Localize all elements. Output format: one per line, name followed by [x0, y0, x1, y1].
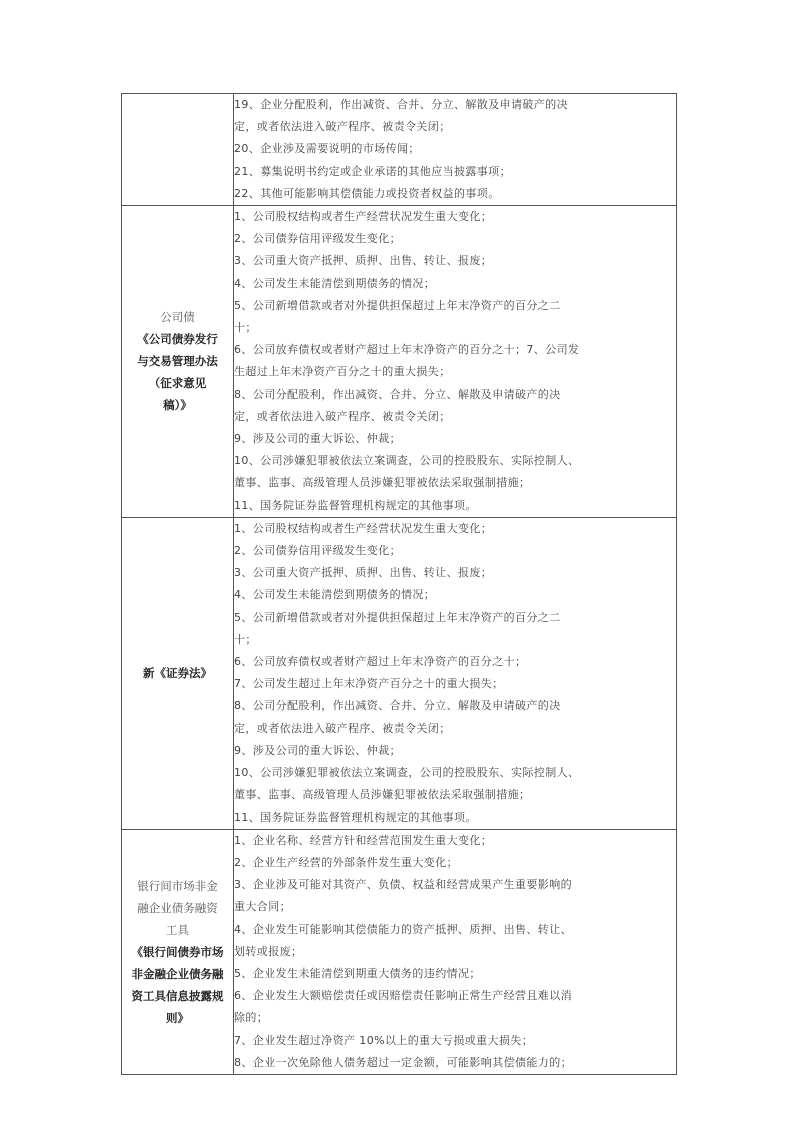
table-row — [122, 829, 677, 1074]
list-item: 十； — [234, 632, 257, 646]
table-row — [122, 206, 677, 518]
row-label-line: 《公司债券发行 — [137, 332, 218, 347]
list-item: 6、公司放弃债权或者财产超过上年末净资产的百分之十； — [234, 655, 527, 669]
list-item: 重大合同； — [234, 900, 291, 914]
list-item: 6、企业发生大额赔偿责任或因赔偿责任影响正常生产经营且难以消 — [234, 989, 572, 1003]
list-item: 4、公司发生未能清偿到期债务的情况； — [234, 276, 436, 290]
list-item: 21、募集说明书约定或企业承诺的其他应当披露事项； — [234, 164, 511, 178]
table-row — [122, 517, 677, 829]
list-item: 2、企业生产经营的外部条件发生重大变化； — [234, 855, 458, 869]
row-label-line: 非金融企业债务融 — [131, 966, 224, 981]
row-content-cell — [234, 206, 677, 518]
list-item: 4、公司发生未能清偿到期债务的情况； — [234, 588, 436, 602]
row-label-cell — [122, 206, 234, 518]
list-item: 8、公司分配股利，作出减资、合并、分立、解散及申请破产的决 — [234, 699, 561, 713]
list-item: 6、公司放弃债权或者财产超过上年末净资产的百分之十；7、公司发 — [234, 343, 580, 357]
list-item: 定，或者依法进入破产程序、被责令关闭； — [234, 721, 451, 735]
list-item: 8、公司分配股利，作出减资、合并、分立、解散及申请破产的决 — [234, 387, 561, 401]
row-label-cell — [122, 517, 234, 829]
row-label-line: 资工具信息披露规 — [131, 988, 224, 1003]
row-label-line: 稿）》 — [163, 398, 192, 413]
row-content-cell — [234, 94, 677, 206]
row-label-line: 工具 — [166, 922, 189, 937]
list-item: 4、企业发生可能影响其偿债能力的资产抵押、质押、出售、转让、 — [234, 922, 572, 936]
disclosure-table — [121, 93, 677, 1075]
list-item: 20、企业涉及需要说明的市场传闻； — [234, 142, 420, 156]
row-content-cell — [234, 517, 677, 829]
list-item: 1、公司股权结构或者生产经营状况发生重大变化； — [234, 210, 493, 224]
list-item: 定，或者依法进入破产程序、被责令关闭； — [234, 409, 451, 423]
row-label-line: 《银行间债券市场 — [131, 944, 224, 959]
list-item: 11、国务院证券监督管理机构规定的其他事项。 — [234, 810, 477, 824]
list-item: 11、国务院证券监督管理机构规定的其他事项。 — [234, 498, 477, 512]
list-item: 2、公司债券信用评级发生变化； — [234, 232, 401, 246]
list-item: 10、公司涉嫌犯罪被依法立案调查，公司的控股股东、实际控制人、 — [234, 454, 580, 468]
list-item: 5、企业发生未能清偿到期重大债务的违约情况； — [234, 966, 481, 980]
row-label-cell — [122, 829, 234, 1074]
list-item: 7、公司发生超过上年末净资产百分之十的重大损失； — [234, 677, 504, 691]
list-item: 十； — [234, 321, 257, 335]
table-row — [122, 94, 677, 206]
list-item: 1、企业名称、经营方针和经营范围发生重大变化； — [234, 833, 493, 847]
list-item: 19、企业分配股利，作出减资、合并、分立、解散及申请破产的决 — [234, 98, 568, 111]
list-item: 8、企业一次免除他人债务超过一定金额，可能影响其偿债能力的； — [234, 1055, 572, 1069]
row-label-line: 与交易管理办法 — [137, 354, 218, 369]
list-item: 除的； — [234, 1011, 269, 1025]
row-label-line: （征求意见 — [148, 376, 207, 391]
list-item: 10、公司涉嫌犯罪被依法立案调查，公司的控股股东、实际控制人、 — [234, 766, 580, 780]
list-item: 3、公司重大资产抵押、质押、出售、转让、报废； — [234, 254, 493, 268]
list-item: 9、涉及公司的重大诉讼、仲裁； — [234, 743, 401, 757]
row-label-line: 则》 — [166, 1010, 189, 1025]
list-item: 1、公司股权结构或者生产经营状况发生重大变化； — [234, 521, 493, 535]
list-item: 2、公司债券信用评级发生变化； — [234, 544, 401, 558]
list-item: 3、公司重大资产抵押、质押、出售、转让、报废； — [234, 566, 493, 580]
list-item: 9、涉及公司的重大诉讼、仲裁； — [234, 432, 401, 446]
list-item: 划转或报废； — [234, 944, 303, 958]
row-label-line: 银行间市场非金 — [137, 878, 218, 893]
list-item: 生超过上年末净资产百分之十的重大损失； — [234, 365, 451, 379]
list-item: 董事、监事、高级管理人员涉嫌犯罪被依法采取强制措施； — [234, 476, 531, 490]
list-item: 董事、监事、高级管理人员涉嫌犯罪被依法采取强制措施； — [234, 788, 531, 802]
list-item: 5、公司新增借款或者对外提供担保超过上年末净资产的百分之二 — [234, 610, 561, 624]
list-item: 3、企业涉及可能对其资产、负债、权益和经营成果产生重要影响的 — [234, 878, 572, 892]
list-item: 定，或者依法进入破产程序、被责令关闭； — [234, 120, 451, 134]
row-label-line: 新《证券法》 — [143, 666, 212, 681]
row-label-cell — [122, 94, 234, 206]
row-content-cell — [234, 829, 677, 1074]
row-label-line: 公司债 — [160, 310, 195, 325]
list-item: 7、企业发生超过净资产 10%以上的重大亏损或重大损失； — [234, 1033, 534, 1047]
row-label-line: 融企业债务融资 — [137, 900, 218, 915]
list-item: 5、公司新增借款或者对外提供担保超过上年末净资产的百分之二 — [234, 298, 561, 312]
list-item: 22、其他可能影响其偿债能力或投资者权益的事项。 — [234, 186, 500, 200]
